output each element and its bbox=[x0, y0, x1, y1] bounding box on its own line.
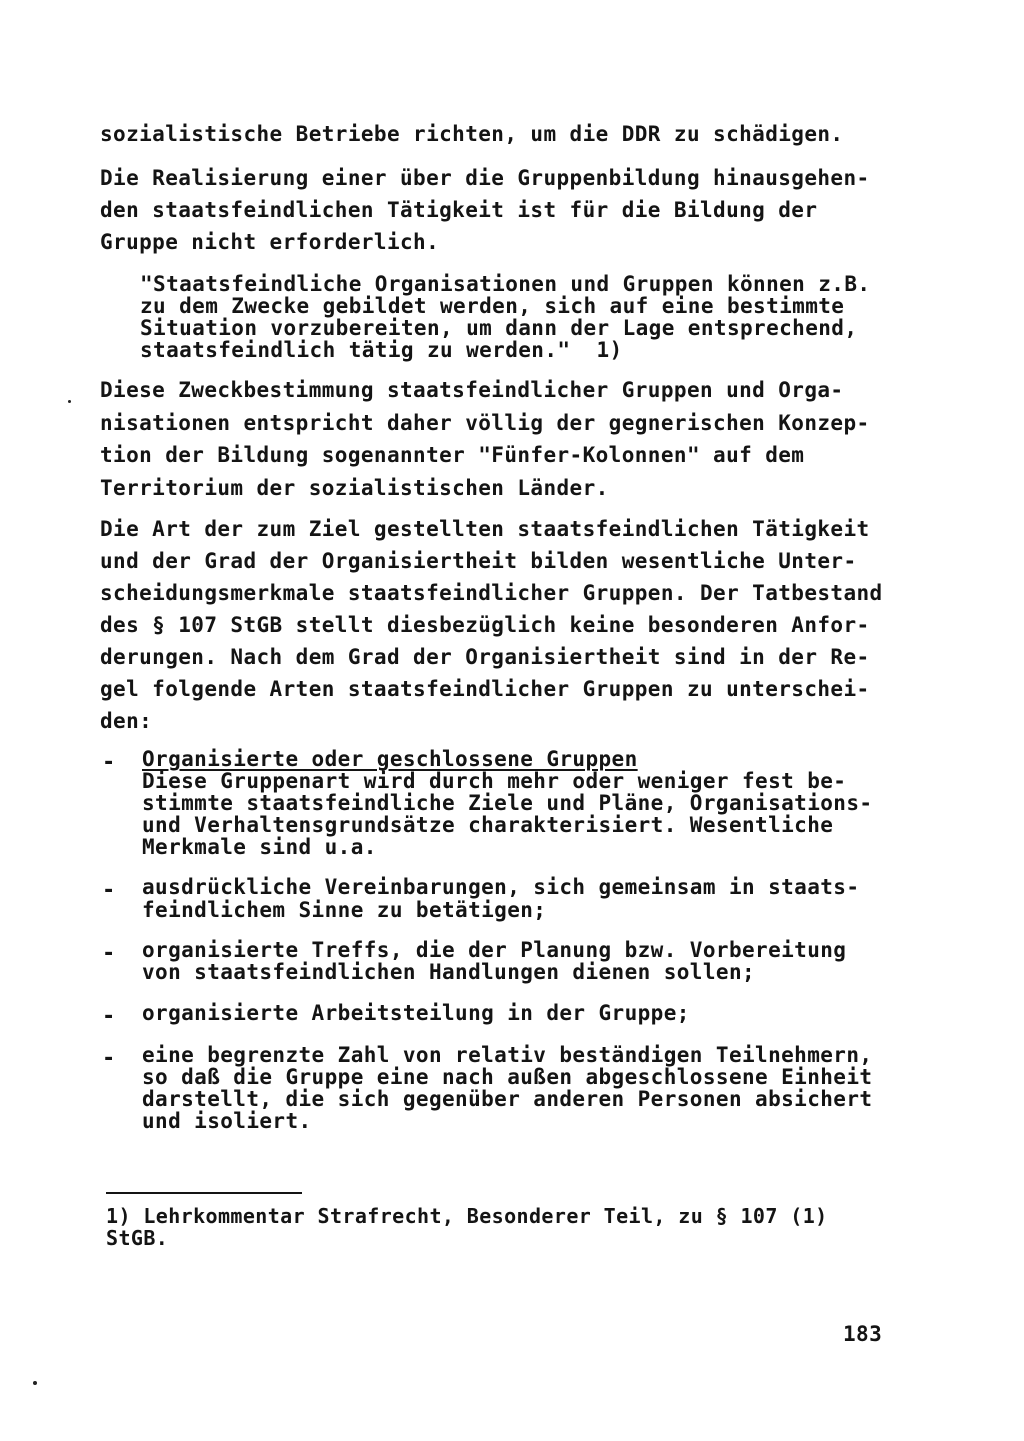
list-item-4-line-1: organisierte Arbeitsteilung in der Gruppe; bbox=[142, 1001, 690, 1025]
paragraph-3-line-4: Territorium der sozialistischen Länder. bbox=[100, 476, 609, 500]
quote-line-4: staatsfeindlich tätig zu werden." 1) bbox=[140, 338, 623, 362]
paragraph-1-line-1: sozialistische Betriebe richten, um die DDR zu schädigen. bbox=[100, 122, 844, 146]
list-item-1-line-2: stimmte staatsfeindliche Ziele und Pläne, Organisations- bbox=[142, 791, 873, 815]
footnote-line-1: 1) Lehrkommentar Strafrecht, Besonderer Teil, zu § 107 (1) bbox=[106, 1204, 828, 1228]
list-bullet-3: - bbox=[102, 941, 116, 966]
list-item-1-line-4: Merkmale sind u.a. bbox=[142, 835, 377, 859]
list-item-3-line-1: organisierte Treffs, die der Planung bzw. Vorbereitung bbox=[142, 938, 847, 962]
paragraph-4-line-2: und der Grad der Organisiertheit bilden wesentliche Unter- bbox=[100, 549, 857, 573]
paragraph-3-line-1: Diese Zweckbestimmung staatsfeindlicher Gruppen und Orga- bbox=[100, 378, 844, 402]
list-bullet-2: - bbox=[102, 878, 116, 903]
paragraph-2-line-2: den staatsfeindlichen Tätigkeit ist für die Bildung der bbox=[100, 198, 818, 222]
list-bullet-5: - bbox=[102, 1046, 116, 1071]
quote-line-1: "Staatsfeindliche Organisationen und Gruppen können z.B. bbox=[140, 272, 871, 296]
scan-speck bbox=[33, 1381, 37, 1385]
list-item-1-heading: Organisierte oder geschlossene Gruppen bbox=[142, 747, 638, 771]
list-item-5-line-2: so daß die Gruppe eine nach außen abgeschlossene Einheit bbox=[142, 1065, 873, 1089]
paragraph-2-line-1: Die Realisierung einer über die Gruppenbildung hinausgehen- bbox=[100, 166, 870, 190]
quote-line-2: zu dem Zwecke gebildet werden, sich auf eine bestimmte bbox=[140, 294, 845, 318]
paragraph-4-line-3: scheidungsmerkmale staatsfeindlicher Gruppen. Der Tatbestand bbox=[100, 581, 883, 605]
paragraph-4-line-6: gel folgende Arten staatsfeindlicher Gruppen zu unterschei- bbox=[100, 677, 870, 701]
paragraph-4-line-7: den: bbox=[100, 709, 153, 733]
list-item-1-line-1: Diese Gruppenart wird durch mehr oder weniger fest be- bbox=[142, 769, 847, 793]
list-item-5-line-1: eine begrenzte Zahl von relativ beständigen Teilnehmern, bbox=[142, 1043, 873, 1067]
list-bullet-1: - bbox=[102, 750, 116, 775]
quote-line-3: Situation vorzubereiten, um dann der Lage entsprechend, bbox=[140, 316, 858, 340]
page-number: 183 bbox=[843, 1322, 883, 1346]
list-item-2-line-1: ausdrückliche Vereinbarungen, sich gemeinsam in staats- bbox=[142, 875, 860, 899]
list-item-3-line-2: von staatsfeindlichen Handlungen dienen sollen; bbox=[142, 960, 756, 984]
paragraph-3-line-2: nisationen entspricht daher völlig der gegnerischen Konzep- bbox=[100, 411, 870, 435]
footnote-line-2: StGB. bbox=[106, 1226, 169, 1250]
paragraph-2-line-3: Gruppe nicht erforderlich. bbox=[100, 230, 440, 254]
scan-speck bbox=[68, 400, 71, 403]
paragraph-4-line-1: Die Art der zum Ziel gestellten staatsfeindlichen Tätigkeit bbox=[100, 517, 870, 541]
list-item-1-line-3: und Verhaltensgrundsätze charakterisiert. Wesentliche bbox=[142, 813, 834, 837]
paragraph-4-line-5: derungen. Nach dem Grad der Organisiertheit sind in der Re- bbox=[100, 645, 870, 669]
footnote-separator bbox=[106, 1192, 302, 1194]
list-item-5-line-3: darstellt, die sich gegenüber anderen Personen absichert bbox=[142, 1087, 873, 1111]
list-bullet-4: - bbox=[102, 1004, 116, 1029]
paragraph-4-line-4: des § 107 StGB stellt diesbezüglich keine besonderen Anfor- bbox=[100, 613, 870, 637]
list-item-5-line-4: und isoliert. bbox=[142, 1109, 312, 1133]
list-item-2-line-2: feindlichem Sinne zu betätigen; bbox=[142, 898, 547, 922]
paragraph-3-line-3: tion der Bildung sogenannter "Fünfer-Kolonnen" auf dem bbox=[100, 443, 805, 467]
